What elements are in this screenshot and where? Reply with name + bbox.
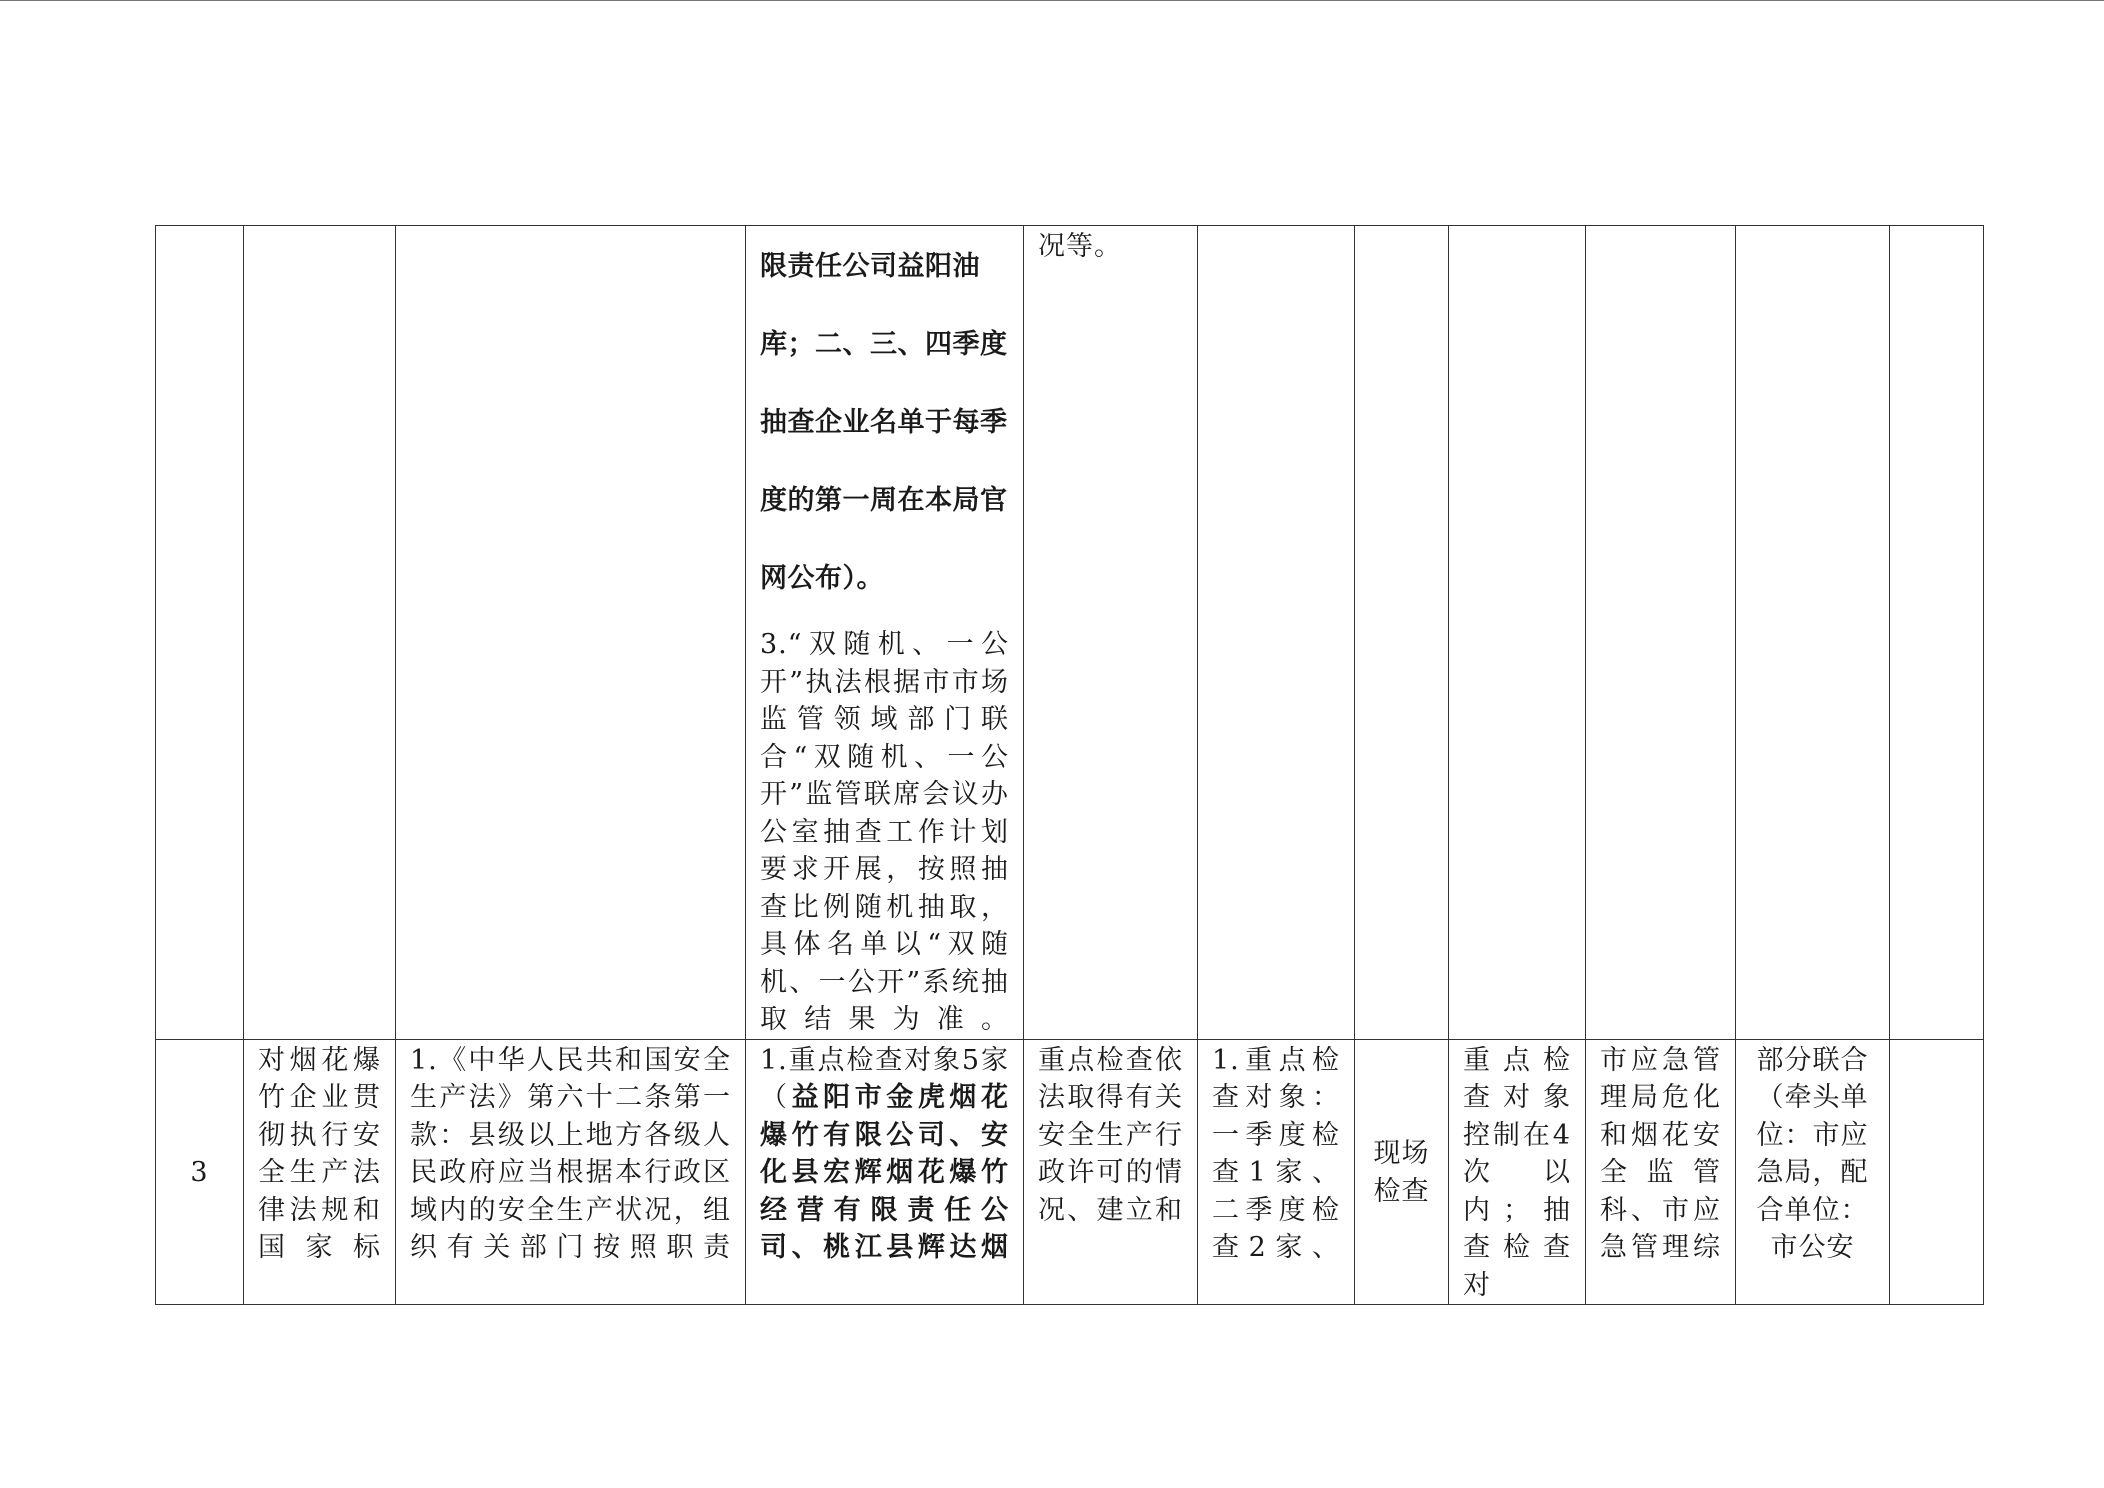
remark (1890, 1039, 1984, 1305)
cell-content (1024, 226, 1198, 1040)
inspection-content: 重点检查依法取得有关安全生产行政许可的情况、建立和 (1024, 1039, 1198, 1305)
cell-frequency (1198, 226, 1355, 1040)
table-row-continuation (156, 226, 1984, 1040)
inspection-targets (746, 1039, 1024, 1305)
cell-department (1586, 226, 1736, 1040)
targets-line: 网公布）。 (760, 563, 884, 594)
page-top-border (0, 0, 2104, 1)
targets-line: 抽查企业名单于每季 (760, 407, 1008, 438)
targets-line: 度的第一周在本局官 (760, 485, 1008, 516)
row-number: 3 (156, 1039, 244, 1305)
targets-intro: 1.重点检查对象5家（ (760, 1044, 1009, 1113)
responsible-department: 市应急管理局危化和烟花安全监管科、市应急管理综 (1586, 1039, 1736, 1305)
inspection-plan-table (155, 225, 1984, 1305)
inspection-frequency: 1.重点检查对象：一季度检查1家、二季度检查2家、 (1198, 1039, 1355, 1305)
cell-item (244, 226, 396, 1040)
cell-joint (1736, 226, 1890, 1040)
inspection-method: 现场检查 (1355, 1039, 1449, 1305)
spacer (760, 618, 1009, 626)
joint-inspection: 部分联合（牵头单位：市应急局，配合单位：市公安 (1736, 1039, 1890, 1305)
targets-item-3: 3.“双随机、一公开”执法根据市市场监管领域部门联合“双随机、一公开”监管联席会议办公室抽查工作计划要求开展，按照抽查比例随机抽取，具体名单以“双随机、一公开”系统抽取结果为准。 (760, 629, 1009, 1035)
cell-limit (1449, 226, 1586, 1040)
legal-basis: 1.《中华人民共和国安全生产法》第六十二条第一款：县级以上地方各级人民政府应当根据本行政区域内的安全生产状况，组织有关部门按照职责 (396, 1039, 746, 1305)
cell-basis (396, 226, 746, 1040)
table-row-3 (156, 1039, 1984, 1305)
targets-company-list: 益阳市金虎烟花爆竹有限公司、安化县宏辉烟花爆竹经营有限责任公司、桃江县辉达烟 (760, 1082, 1010, 1263)
cell-targets (746, 226, 1024, 1040)
targets-line: 限责任公司益阳油 (760, 251, 980, 282)
cell-remark (1890, 226, 1984, 1040)
targets-line: 库；二、三、四季度 (760, 329, 1008, 360)
cell-method (1355, 226, 1449, 1040)
targets-list (760, 228, 1009, 618)
cell-number (156, 226, 244, 1040)
content-text: 况等。 (1038, 231, 1122, 262)
inspection-limit: 重点检查对象控制在4次以内；抽查检查对 (1449, 1039, 1586, 1305)
inspection-item: 对烟花爆竹企业贯彻执行安全生产法律法规和国家标 (244, 1039, 396, 1305)
